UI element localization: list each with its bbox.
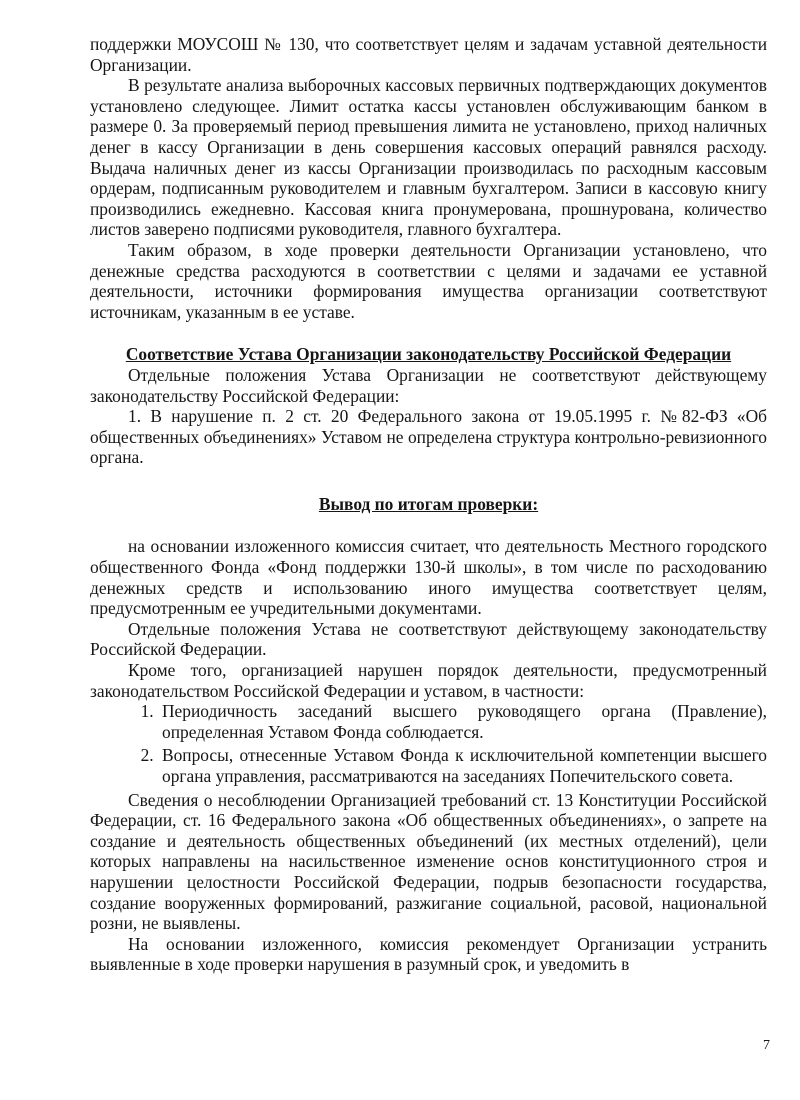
- paragraph-commission-opinion: на основании изложенного комиссия считает, что деятельность Местного городского общественного Фонда «Фонд поддержки 130-й школы», в том числе по расходованию денежных средств и использованию иного имущества соответствует целям, предусмотренным ее учредительными документами.: [90, 536, 767, 619]
- paragraph-violation-item: 1. В нарушение п. 2 ст. 20 Федерального закона от 19.05.1995 г. №82-ФЗ «Об общественных объединениях» Уставом не определена структура контрольно-ревизионного органа.: [90, 406, 767, 468]
- paragraph-cash-analysis: В результате анализа выборочных кассовых первичных подтверждающих документов установлено следующее. Лимит остатка кассы установлен обслуживающим банком в размере 0. За проверяемый период превышения лимита не установлено, приход наличных денег в кассу Организации в день совершения кассовых операций равнялся расходу. Выдача наличных денег из кассы Организации производилась по расходным кассовым ордерам, подписанным руководителем и главным бухгалтером. Записи в кассовую книгу производились ежедневно. Кассовая книга пронумерована, прошнурована, количество листов заверено подписями руководителя, главного бухгалтера.: [90, 75, 767, 240]
- paragraph-constitution-info: Сведения о несоблюдении Организацией требований ст. 13 Конституции Российской Федерации, ст. 16 Федерального закона «Об общественных объединениях», о запрете на создание и деятельность общественных объединений (их местных отделений), цели которых направлены на насильственное изменение основ конституционного строя и нарушении целостности Российской Федерации, подрыв безопасности государства, создание вооруженных формирований, разжигание социальной, расовой, национальной розни, не выявлены.: [90, 789, 767, 934]
- paragraph-charter-noncompliance: Отдельные положения Устава не соответствуют действующему законодательству Российской Федерации.: [90, 618, 767, 660]
- paragraph-procedure-violation: Кроме того, организацией нарушен порядок деятельности, предусмотренный законодательством Российской Федерации и уставом, в частности:: [90, 660, 767, 701]
- section-heading-conclusion: Вывод по итогам проверки:: [318, 493, 539, 514]
- section-heading-charter-compliance: Соответствие Устава Организации законодательству Российской Федерации: [125, 344, 732, 365]
- violations-list: [90, 701, 767, 786]
- paragraph-recommendation: На основании изложенного, комиссия рекомендует Организации устранить выявленные в ходе проверки нарушения в разумный срок, и уведомить в: [90, 933, 767, 975]
- paragraph-continuation: поддержки МОУСОШ № 130, что соответствует целям и задачам уставной деятельности Организации.: [90, 34, 767, 75]
- paragraph-funds-conclusion: Таким образом, в ходе проверки деятельности Организации установлено, что денежные средства расходуются в соответствии с целями и задачами ее уставной деятельности, источники формирования имущества организации соответствуют источникам, указанным в ее уставе.: [90, 239, 767, 322]
- paragraph-charter-provisions: Отдельные положения Устава Организации не соответствуют действующему законодательству Российской Федерации:: [90, 364, 767, 406]
- page-number: 7: [763, 1038, 770, 1053]
- document-body: [90, 34, 767, 975]
- list-item: 1. Периодичность заседаний высшего руководящего органа (Правление), определенная Уставом Фонда соблюдается.: [158, 701, 767, 742]
- list-item: 2. Вопросы, отнесенные Уставом Фонда к исключительной компетенции высшего органа управления, рассматриваются на заседаниях Попечительского совета.: [158, 745, 767, 786]
